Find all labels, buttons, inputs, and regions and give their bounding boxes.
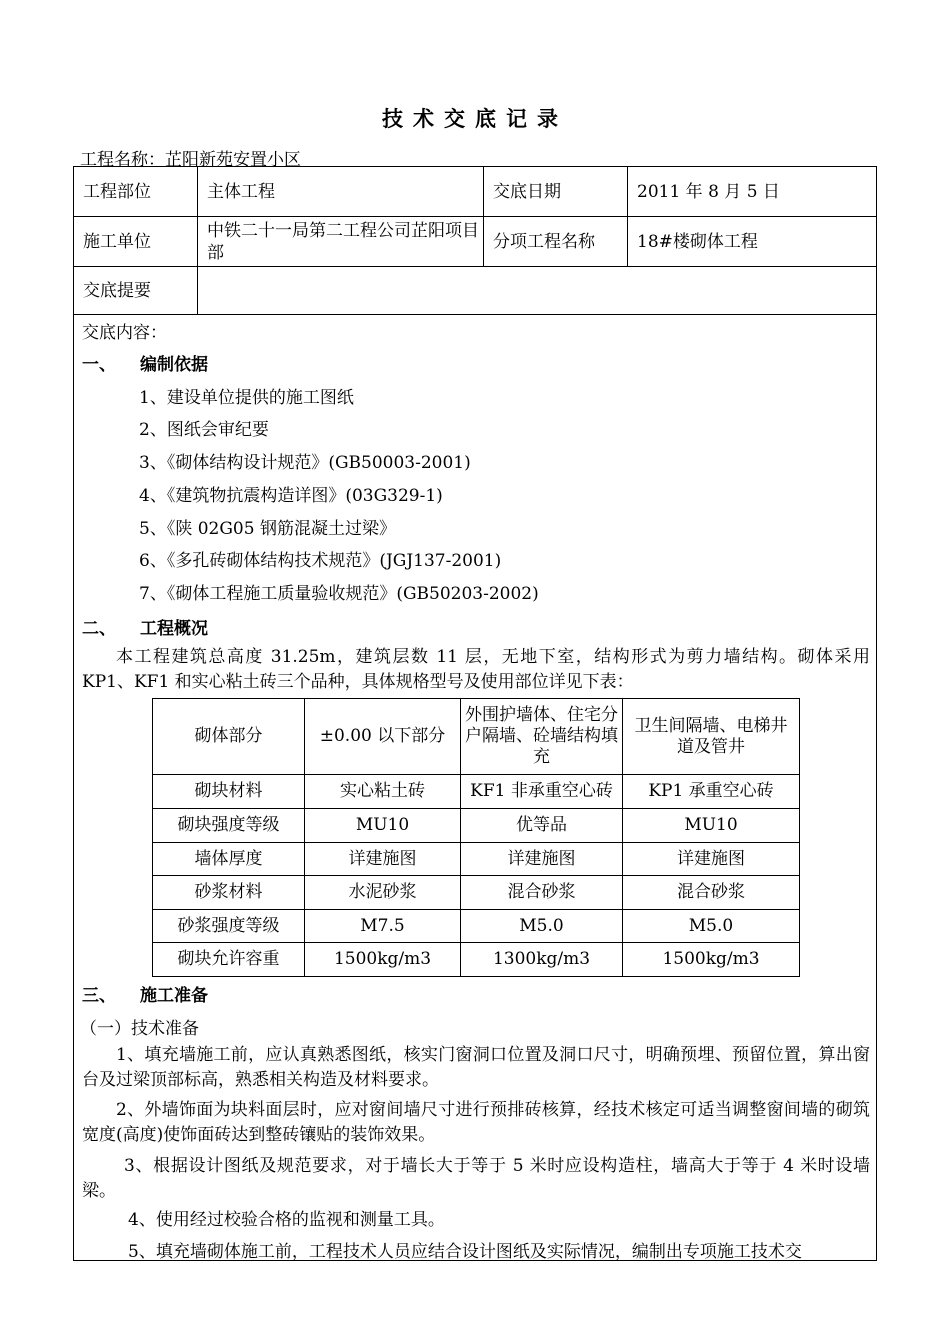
- row-divider: [74, 266, 876, 267]
- row-divider: [74, 314, 876, 315]
- table-cell: 详建施图: [461, 843, 623, 876]
- table-cell: KP1 承重空心砖: [623, 775, 800, 809]
- table-cell: 混合砂浆: [461, 876, 623, 910]
- section1-title: 编制依据: [140, 355, 208, 375]
- table-row: [153, 809, 800, 843]
- table-cell: 详建施图: [623, 843, 800, 876]
- table-cell: 砂浆强度等级: [153, 910, 305, 943]
- table-cell: 砌块强度等级: [153, 809, 305, 843]
- table-cell: 砌块材料: [153, 775, 305, 809]
- table-row: [153, 843, 800, 876]
- subitem-label: 分项工程名称: [493, 232, 595, 252]
- table-row: [153, 876, 800, 910]
- table-header-cell: 砌体部分: [153, 699, 305, 775]
- table-cell: KF1 非承重空心砖: [461, 775, 623, 809]
- col-divider: [627, 167, 628, 266]
- prep-paragraph: 4、使用经过校验合格的监视和测量工具。: [128, 1210, 445, 1230]
- table-cell: MU10: [623, 809, 800, 843]
- unit-label: 施工单位: [83, 232, 151, 252]
- subitem-value: 18#楼砌体工程: [637, 232, 758, 252]
- prep-paragraph: 2、外墙饰面为块料面层时，应对窗间墙尺寸进行预排砖核算，经技术核定可适当调整窗间墙的砌筑宽度(高度)使饰面砖达到整砖镶贴的装饰效果。: [82, 1100, 870, 1145]
- prep-paragraph: 3、根据设计图纸及规范要求，对于墙长大于等于 5 米时应设构造柱，墙高大于等于 4 米时设墙梁。: [82, 1156, 870, 1201]
- section3-title: 施工准备: [140, 986, 208, 1006]
- table-row: [153, 775, 800, 809]
- summary-label: 交底提要: [83, 281, 151, 301]
- prep-paragraph: 5、填充墙砌体施工前，工程技术人员应结合设计图纸及实际情况，编制出专项施工技术交: [128, 1242, 802, 1262]
- document-title: 技术交底记录: [382, 107, 568, 131]
- project-name: 工程名称：芷阳新苑安置小区: [80, 150, 301, 170]
- overview-paragraph: 本工程建筑总高度 31.25m，建筑层数 11 层，无地下室，结构形式为剪力墙结构。砌体采用 KP1、KF1 和实心粘土砖三个品种，具体规格型号及使用部位详见下表：: [82, 647, 870, 692]
- basis-item: 3、《砌体结构设计规范》(GB50003-2001): [139, 453, 471, 473]
- table-cell: MU10: [305, 809, 461, 843]
- table-header-row: [153, 699, 800, 775]
- date-label: 交底日期: [493, 182, 561, 202]
- table-cell: 1500kg/m3: [623, 943, 800, 977]
- table-cell: 详建施图: [305, 843, 461, 876]
- table-row: [153, 943, 800, 977]
- table-cell: 砂浆材料: [153, 876, 305, 910]
- part-label: 工程部位: [83, 182, 151, 202]
- prep-paragraph: 1、填充墙施工前，应认真熟悉图纸，核实门窗洞口位置及洞口尺寸，明确预埋、预留位置，算出窗台及过梁顶部标高，熟悉相关构造及材料要求。: [82, 1045, 870, 1090]
- table-row: [153, 910, 800, 943]
- basis-item: 5、《陕 02G05 钢筋混凝土过梁》: [139, 519, 396, 539]
- masonry-spec-table: [152, 698, 800, 977]
- table-cell: 1300kg/m3: [461, 943, 623, 977]
- section2-number: 二、: [82, 619, 116, 639]
- table-cell: 1500kg/m3: [305, 943, 461, 977]
- section1-number: 一、: [82, 355, 116, 375]
- basis-item: 1、建设单位提供的施工图纸: [139, 388, 354, 408]
- table-cell: 水泥砂浆: [305, 876, 461, 910]
- table-header-cell: 外围护墙体、住宅分户隔墙、砼墙结构填充: [461, 699, 623, 775]
- basis-item: 7、《砌体工程施工质量验收规范》(GB50203-2002): [139, 584, 539, 604]
- subsection-title: （一）技术准备: [80, 1019, 199, 1039]
- table-cell: 优等品: [461, 809, 623, 843]
- row-divider: [74, 216, 876, 217]
- table-cell: 墙体厚度: [153, 843, 305, 876]
- content-label: 交底内容：: [82, 323, 167, 343]
- table-cell: 砌块允许容重: [153, 943, 305, 977]
- col-divider: [197, 167, 198, 314]
- table-header-cell: 卫生间隔墙、电梯井道及管井: [623, 699, 800, 775]
- table-cell: 实心粘土砖: [305, 775, 461, 809]
- part-value: 主体工程: [207, 182, 275, 202]
- basis-item: 4、《建筑物抗震构造详图》(03G329-1): [139, 486, 443, 506]
- date-value: 2011 年 8 月 5 日: [637, 182, 780, 202]
- unit-value: 中铁二十一局第二工程公司芷阳项目部: [207, 221, 479, 263]
- table-cell: M5.0: [623, 910, 800, 943]
- section2-title: 工程概况: [140, 619, 208, 639]
- table-cell: M7.5: [305, 910, 461, 943]
- table-cell: 混合砂浆: [623, 876, 800, 910]
- table-cell: M5.0: [461, 910, 623, 943]
- basis-item: 6、《多孔砖砌体结构技术规范》(JGJ137-2001): [139, 551, 502, 571]
- table-header-cell: ±0.00 以下部分: [305, 699, 461, 775]
- basis-item: 2、图纸会审纪要: [139, 420, 269, 440]
- col-divider: [483, 167, 484, 266]
- section3-number: 三、: [82, 986, 116, 1006]
